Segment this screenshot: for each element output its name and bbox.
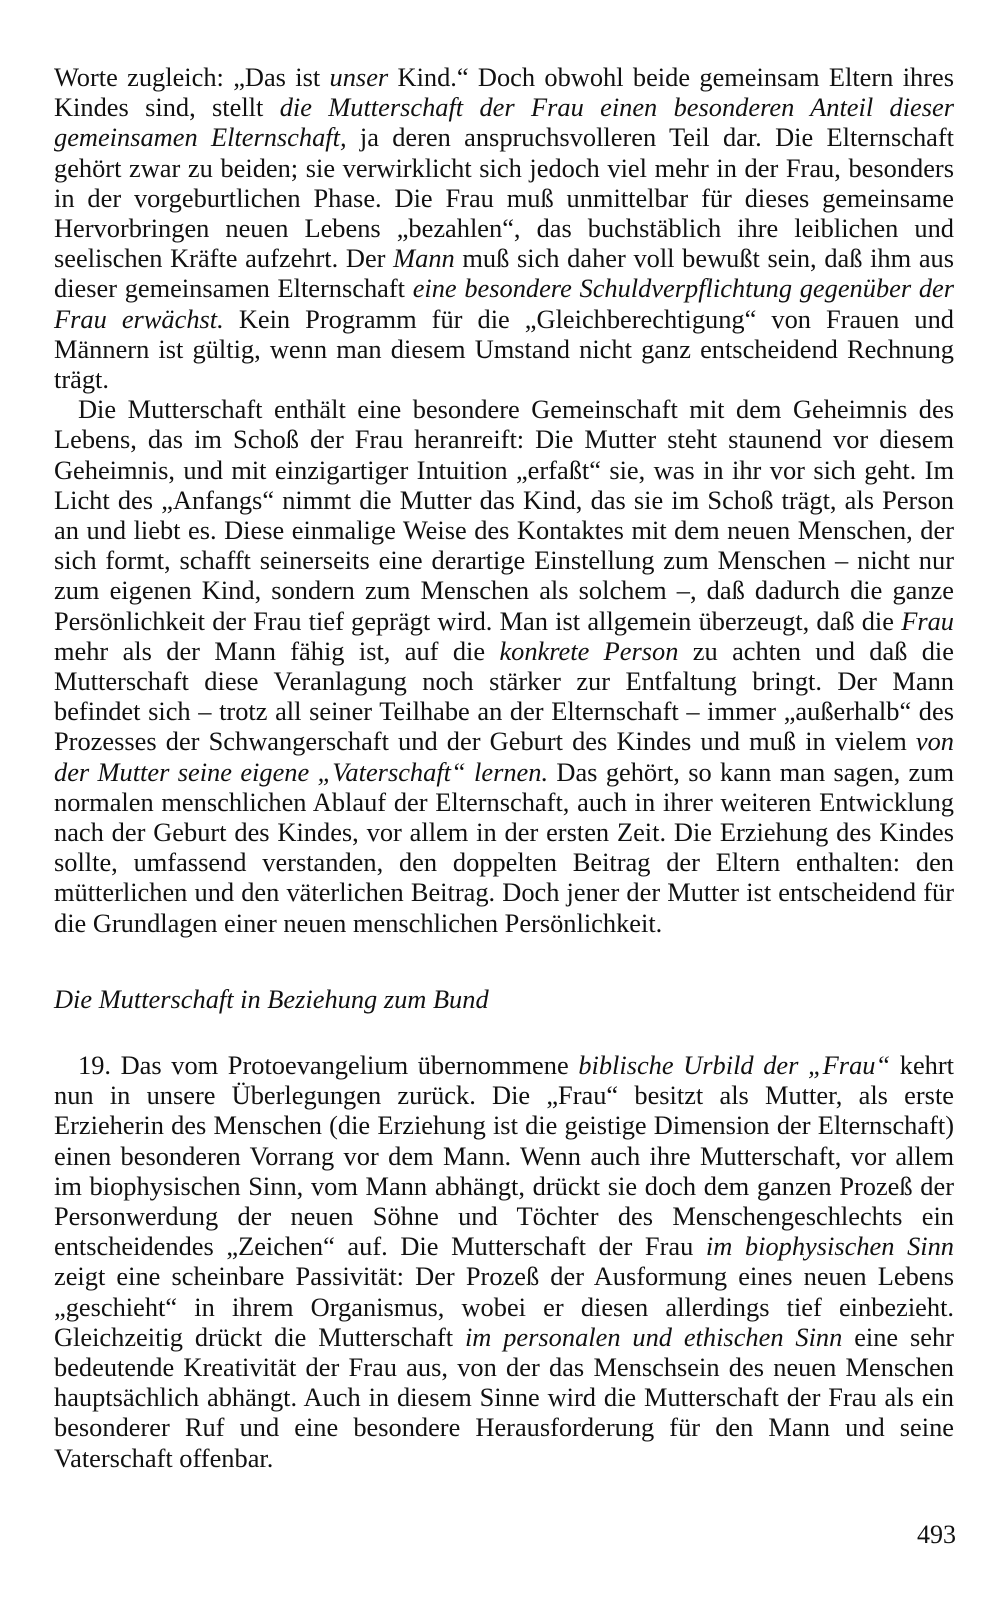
- text-span: Kein Programm für die „Gleichberechtigung“ von Frauen und Männern ist gültig, wenn man diesem Umstand nicht ganz entscheidend Rechnung trägt.: [54, 303, 954, 395]
- text-span: kehrt nun in unsere Überlegungen zurück. Die „Frau“ besitzt als Mutter, als erste Erzieherin des Menschen (die Erziehung ist die geistige Dimension der Elternschaft) einen besonderen Vorrang vor dem Mann. Wenn auch ihre Mutterschaft, vor allem im biophysischen Sinn, vom Mann abhängt, drückt sie doch dem ganzen Prozeß der Personwerdung der neuen Söhne und Töchter des Menschengeschlechts ein entscheidendes „Zeichen“ auf. Die Mutterschaft der Frau: [54, 1049, 954, 1262]
- italic-text: Frau: [901, 605, 954, 636]
- text-span: ja deren anspruchsvolleren Teil dar. Die Elternschaft gehört zwar zu beiden; sie verwirklicht sich jedoch viel mehr in der Frau, besonders in der vorgeburtlichen Phase. Die Frau muß unmittelbar für dieses gemeinsame Hervorbringen neuen Lebens „bezahlen“, das buchstäblich ihre leiblichen und seelischen Kräfte aufzehrt. Der: [54, 122, 955, 274]
- text-span: Das gehört, so kann man sagen, zum normalen menschlichen Ablauf der Elternschaft, auch in ihrer weiteren Entwicklung nach der Geburt des Kindes, vor allem in der ersten Zeit. Die Erziehung des Kindes sollte, umfassend verstanden, den doppelten Beitrag der Eltern enthalten: den mütterlichen und den väterlichen Beitrag. Doch jener der Mutter ist entscheidend für die Grundlagen einer neuen menschlichen Persönlichkeit.: [54, 756, 954, 938]
- text-span: eine sehr bedeutende Kreativität der Frau aus, von der das Menschsein des neuen Menschen hauptsächlich abhängt. Auch in diesem Sinne wird die Mutterschaft der Frau als ein besonderer Ruf und eine besondere Herausforderung für den Mann und seine Vaterschaft offenbar.: [54, 1321, 954, 1473]
- document-page: [54, 62, 954, 1473]
- italic-text: unser: [329, 62, 389, 92]
- italic-text: im personalen und ethischen Sinn: [464, 1321, 843, 1352]
- text-span: zu achten und daß die Mutterschaft diese Veranlagung noch stärker zur Entfaltung bringt. Der Mann befindet sich – trotz all seiner Teilhabe an der Elternschaft – immer „außerhalb“ des Prozesses der Schwangerschaft und der Geburt des Kindes und muß in vielem: [54, 635, 954, 757]
- italic-text: von der Mutter seine eigene „Vaterschaft“ lernen.: [54, 726, 954, 787]
- section-heading: Die Mutterschaft in Beziehung zum Bund: [54, 983, 489, 1014]
- italic-text: im biophysischen Sinn: [705, 1231, 954, 1262]
- paragraph-section-19: [54, 1050, 954, 1473]
- paragraph-motherhood-parenthood: [54, 62, 954, 394]
- text-span: Kind.“ Doch obwohl beide gemeinsam Eltern ihres Kindes sind, stellt: [54, 62, 954, 123]
- italic-text: Mann: [393, 243, 455, 274]
- text-span: muß sich daher voll bewußt sein, daß ihm aus dieser gemeinsamen Elternschaft: [54, 243, 954, 304]
- italic-text: die Mutterschaft der Frau einen besonderen Anteil dieser gemeinsamen Elternschaft,: [54, 92, 954, 153]
- italic-text: biblische Urbild der „Frau“: [578, 1049, 891, 1080]
- page-number: 493: [917, 1520, 956, 1549]
- text-span: 19. Das vom Protoevangelium übernommene: [78, 1049, 579, 1080]
- italic-text: konkrete Person: [499, 635, 679, 666]
- text-span: zeigt eine scheinbare Passivität: Der Prozeß der Ausformung eines neuen Lebens „geschieht“ in ihrem Organismus, wobei er diesen allerdings tief einbezieht. Gleichzeitig drückt die Mutterschaft: [54, 1261, 954, 1352]
- paragraph-mystery-of-life: [54, 394, 954, 938]
- text-span: Die Mutterschaft enthält eine besondere Gemeinschaft mit dem Geheimnis des Lebens, das im Schoß der Frau heranreift: Die Mutter steht staunend vor diesem Geheimnis, und mit einzigartiger Intuition „erfaßt“ sie, was in ihr vor sich geht. Im Licht des „Anfangs“ nimmt die Mutter das Kind, das sie im Schoß trägt, als Person an und liebt es. Diese einmalige Weise des Kontaktes mit dem neuen Menschen, der sich formt, schafft seinerseits eine derartige Einstellung zum Menschen – nicht nur zum eigenen Kind, sondern zum Menschen als solchem –, daß dadurch die ganze Persönlichkeit der Frau tief geprägt wird. Man ist allgemein überzeugt, daß die: [54, 394, 954, 636]
- text-span: mehr als der Mann fähig ist, auf die: [54, 635, 500, 666]
- italic-text: eine besondere Schuldverpflichtung gegenüber der Frau erwächst.: [54, 273, 954, 334]
- text-span: Worte zugleich: „Das ist: [54, 62, 330, 92]
